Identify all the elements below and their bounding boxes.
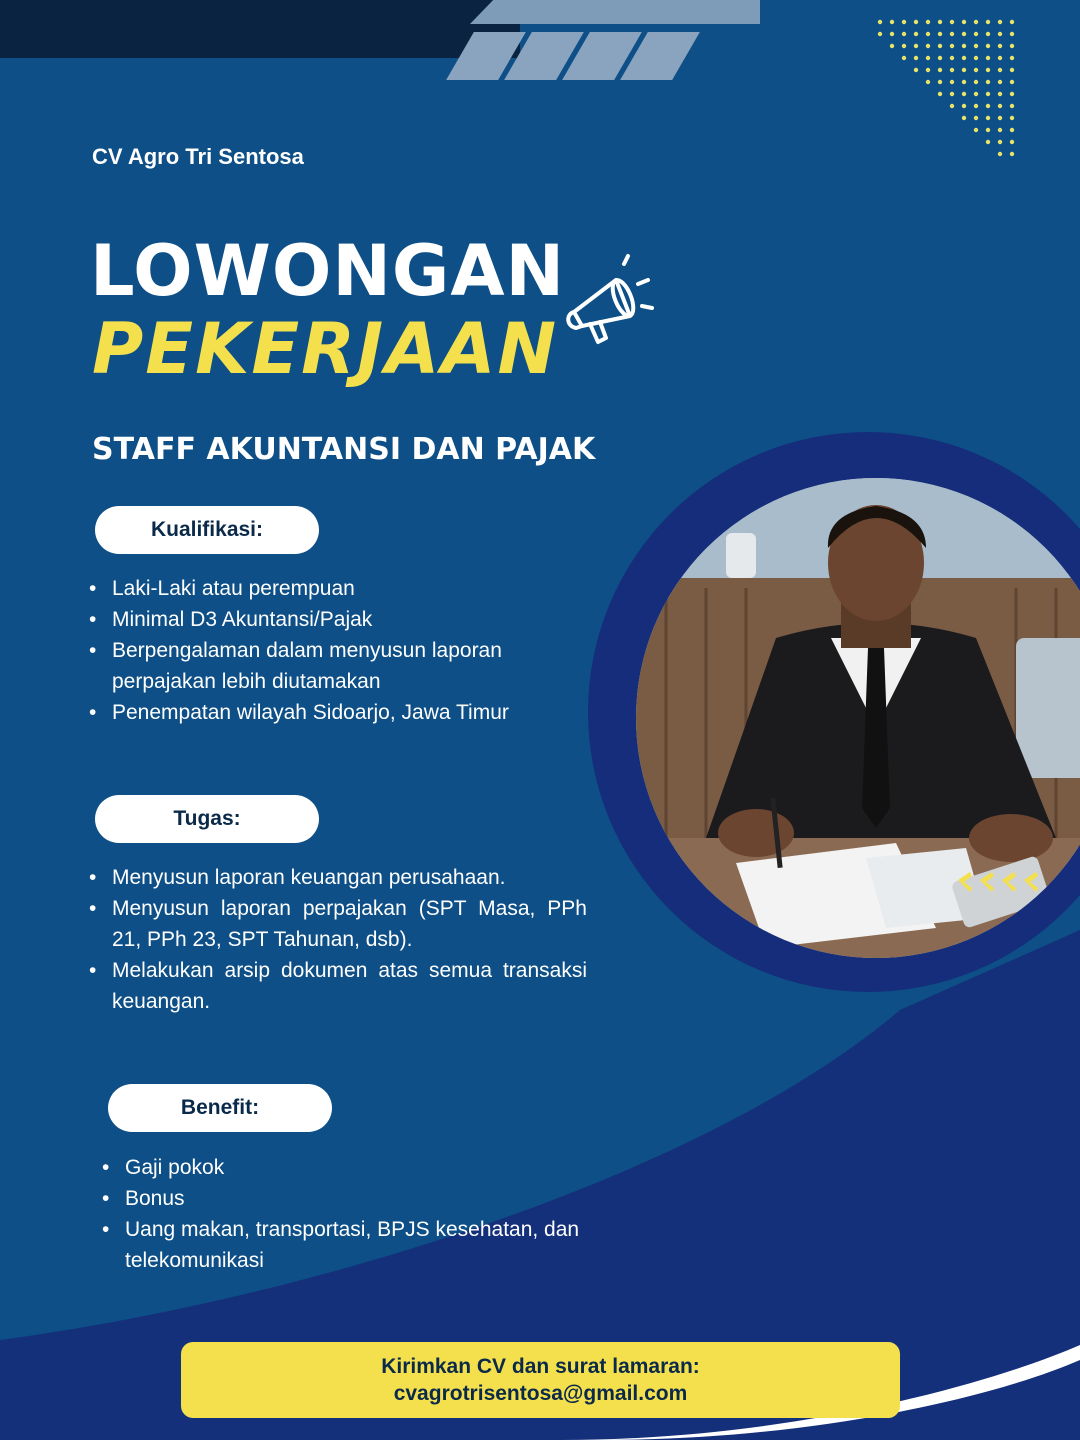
list-item: • Gaji pokok [105, 1152, 590, 1183]
headline-line2: PEKERJAAN [92, 308, 559, 390]
list-item: • Melakukan arsip dokumen atas semua transaksi keuangan. [92, 955, 587, 1017]
decorative-stripes [430, 32, 690, 82]
headline-line1: LOWONGAN [90, 230, 566, 312]
list-item: • Penempatan wilayah Sidoarjo, Jawa Timur [92, 697, 542, 728]
duties-label: Tugas: [95, 795, 319, 843]
benefit-label: Benefit: [108, 1084, 332, 1132]
qualification-list [92, 573, 542, 728]
benefit-list [105, 1152, 590, 1276]
cta-email[interactable]: cvagrotrisentosa@gmail.com [393, 1382, 688, 1405]
company-name: CV Agro Tri Sentosa [92, 144, 304, 169]
list-item: • Bonus [105, 1183, 590, 1214]
list-item: • Berpengalaman dalam menyusun laporan perpajakan lebih diutamakan [92, 635, 542, 697]
dot-pattern [872, 16, 1032, 166]
apply-cta-box [181, 1342, 900, 1418]
megaphone-icon [560, 250, 660, 360]
position-title: STAFF AKUNTANSI DAN PAJAK [92, 432, 596, 467]
list-item: • Menyusun laporan perpajakan (SPT Masa, PPh 21, PPh 23, SPT Tahunan, dsb). [92, 893, 587, 955]
list-item: • Menyusun laporan keuangan perusahaan. [92, 862, 587, 893]
list-item: • Minimal D3 Akuntansi/Pajak [92, 604, 542, 635]
top-light-bar [470, 0, 760, 24]
duties-list [92, 862, 587, 1017]
qualification-label: Kualifikasi: [95, 506, 319, 554]
cta-line1: Kirimkan CV dan surat lamaran: [381, 1355, 700, 1378]
list-item: • Uang makan, transportasi, BPJS kesehatan, dan telekomunikasi [105, 1214, 590, 1276]
list-item: • Laki-Laki atau perempuan [92, 573, 542, 604]
